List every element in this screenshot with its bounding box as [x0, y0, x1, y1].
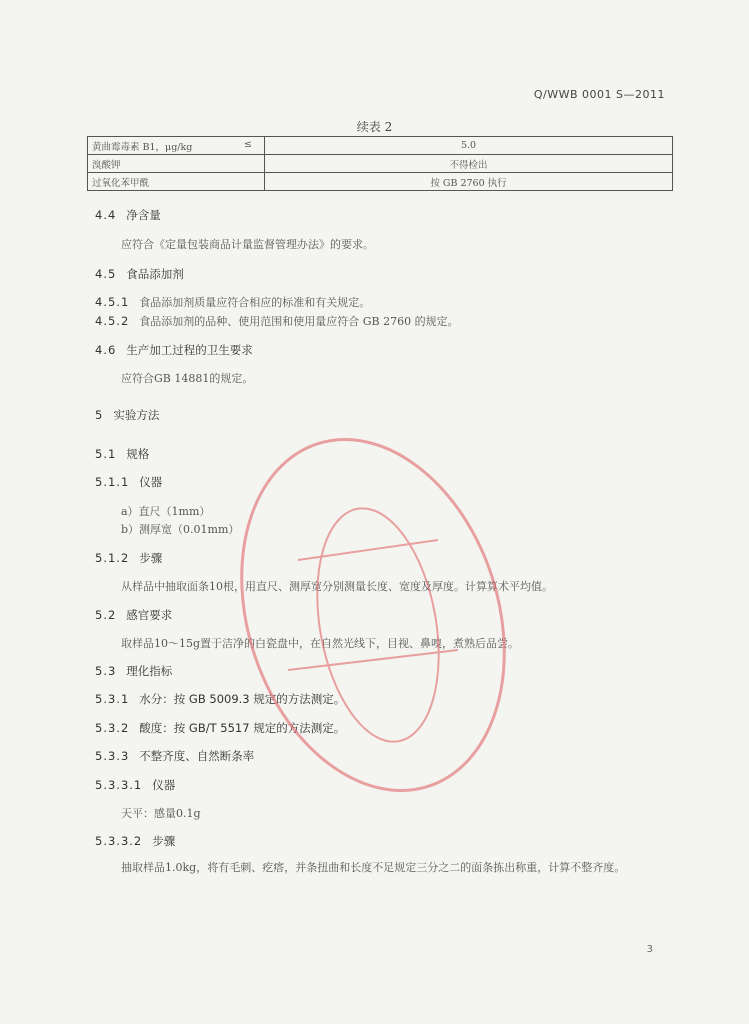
page-number: 3 — [646, 944, 653, 955]
company-seal-stamp — [228, 420, 518, 810]
section-text: 抽取样品1.0kg，将有毛刺、疙瘩，并条扭曲和长度不足规定三分之二的面条拣出称重，计算不整齐度。 — [121, 861, 626, 874]
table-cell-value: 不得检出 — [265, 155, 673, 173]
list-item: a）直尺（1mm） — [121, 505, 211, 518]
table-cell-value: 5.0 — [265, 137, 673, 155]
table-row — [88, 155, 673, 173]
table-cell-item: 过氧化苯甲酰 — [92, 177, 150, 189]
section-text: 应符合GB 14881的规定。 — [121, 372, 254, 385]
clause: 5.3.1 水分：按 GB 5009.3 规定的方法测定。 — [95, 692, 346, 706]
section-heading: 5.3.3.2 步骤 — [95, 834, 176, 848]
section-heading: 5.1.2 步骤 — [95, 551, 163, 565]
section-heading: 4.4 净含量 — [95, 208, 161, 222]
clause: 4.5.2 食品添加剂的品种、使用范围和使用量应符合 GB 2760 的规定。 — [95, 314, 459, 328]
section-heading: 4.6 生产加工过程的卫生要求 — [95, 343, 253, 357]
section-heading: 5.2 感官要求 — [95, 608, 173, 622]
table-cell-item: 溴酸钾 — [92, 159, 121, 171]
section-heading: 5.1.1 仪器 — [95, 475, 163, 489]
section-text: 天平：感量0.1g — [121, 807, 201, 820]
section-heading: 5.3 理化指标 — [95, 664, 173, 678]
standard-number: Q/WWB 0001 S—2011 — [533, 88, 665, 101]
clause: 5.3.2 酸度：按 GB/T 5517 规定的方法测定。 — [95, 721, 346, 735]
table-cell-comparator: ≤ — [244, 138, 252, 150]
table-title: 续表 2 — [356, 120, 393, 134]
clause: 4.5.1 食品添加剂质量应符合相应的标准和有关规定。 — [95, 295, 371, 309]
table-row — [88, 173, 673, 191]
table-row — [88, 137, 673, 155]
section-heading: 5.3.3.1 仪器 — [95, 778, 176, 792]
section-heading: 5 实验方法 — [95, 408, 160, 422]
section-text: 取样品10～15g置于洁净的白瓷盘中，在自然光线下，目视、鼻嗅，煮熟后品尝。 — [121, 637, 520, 650]
continued-table — [87, 136, 673, 191]
section-text: 从样品中抽取面条10根，用直尺、测厚宽分别测量长度、宽度及厚度。计算算术平均值。 — [121, 580, 553, 593]
table-cell-item: 黄曲霉毒素 B1，μg/kg — [92, 141, 193, 153]
table-cell-value: 按 GB 2760 执行 — [265, 173, 673, 191]
section-heading: 5.3.3 不整齐度、自然断条率 — [95, 749, 255, 763]
list-item: b）测厚宽（0.01mm） — [121, 523, 240, 536]
section-heading: 5.1 规格 — [95, 447, 150, 461]
section-text: 应符合《定量包装商品计量监督管理办法》的要求。 — [121, 238, 374, 251]
section-heading: 4.5 食品添加剂 — [95, 267, 184, 281]
